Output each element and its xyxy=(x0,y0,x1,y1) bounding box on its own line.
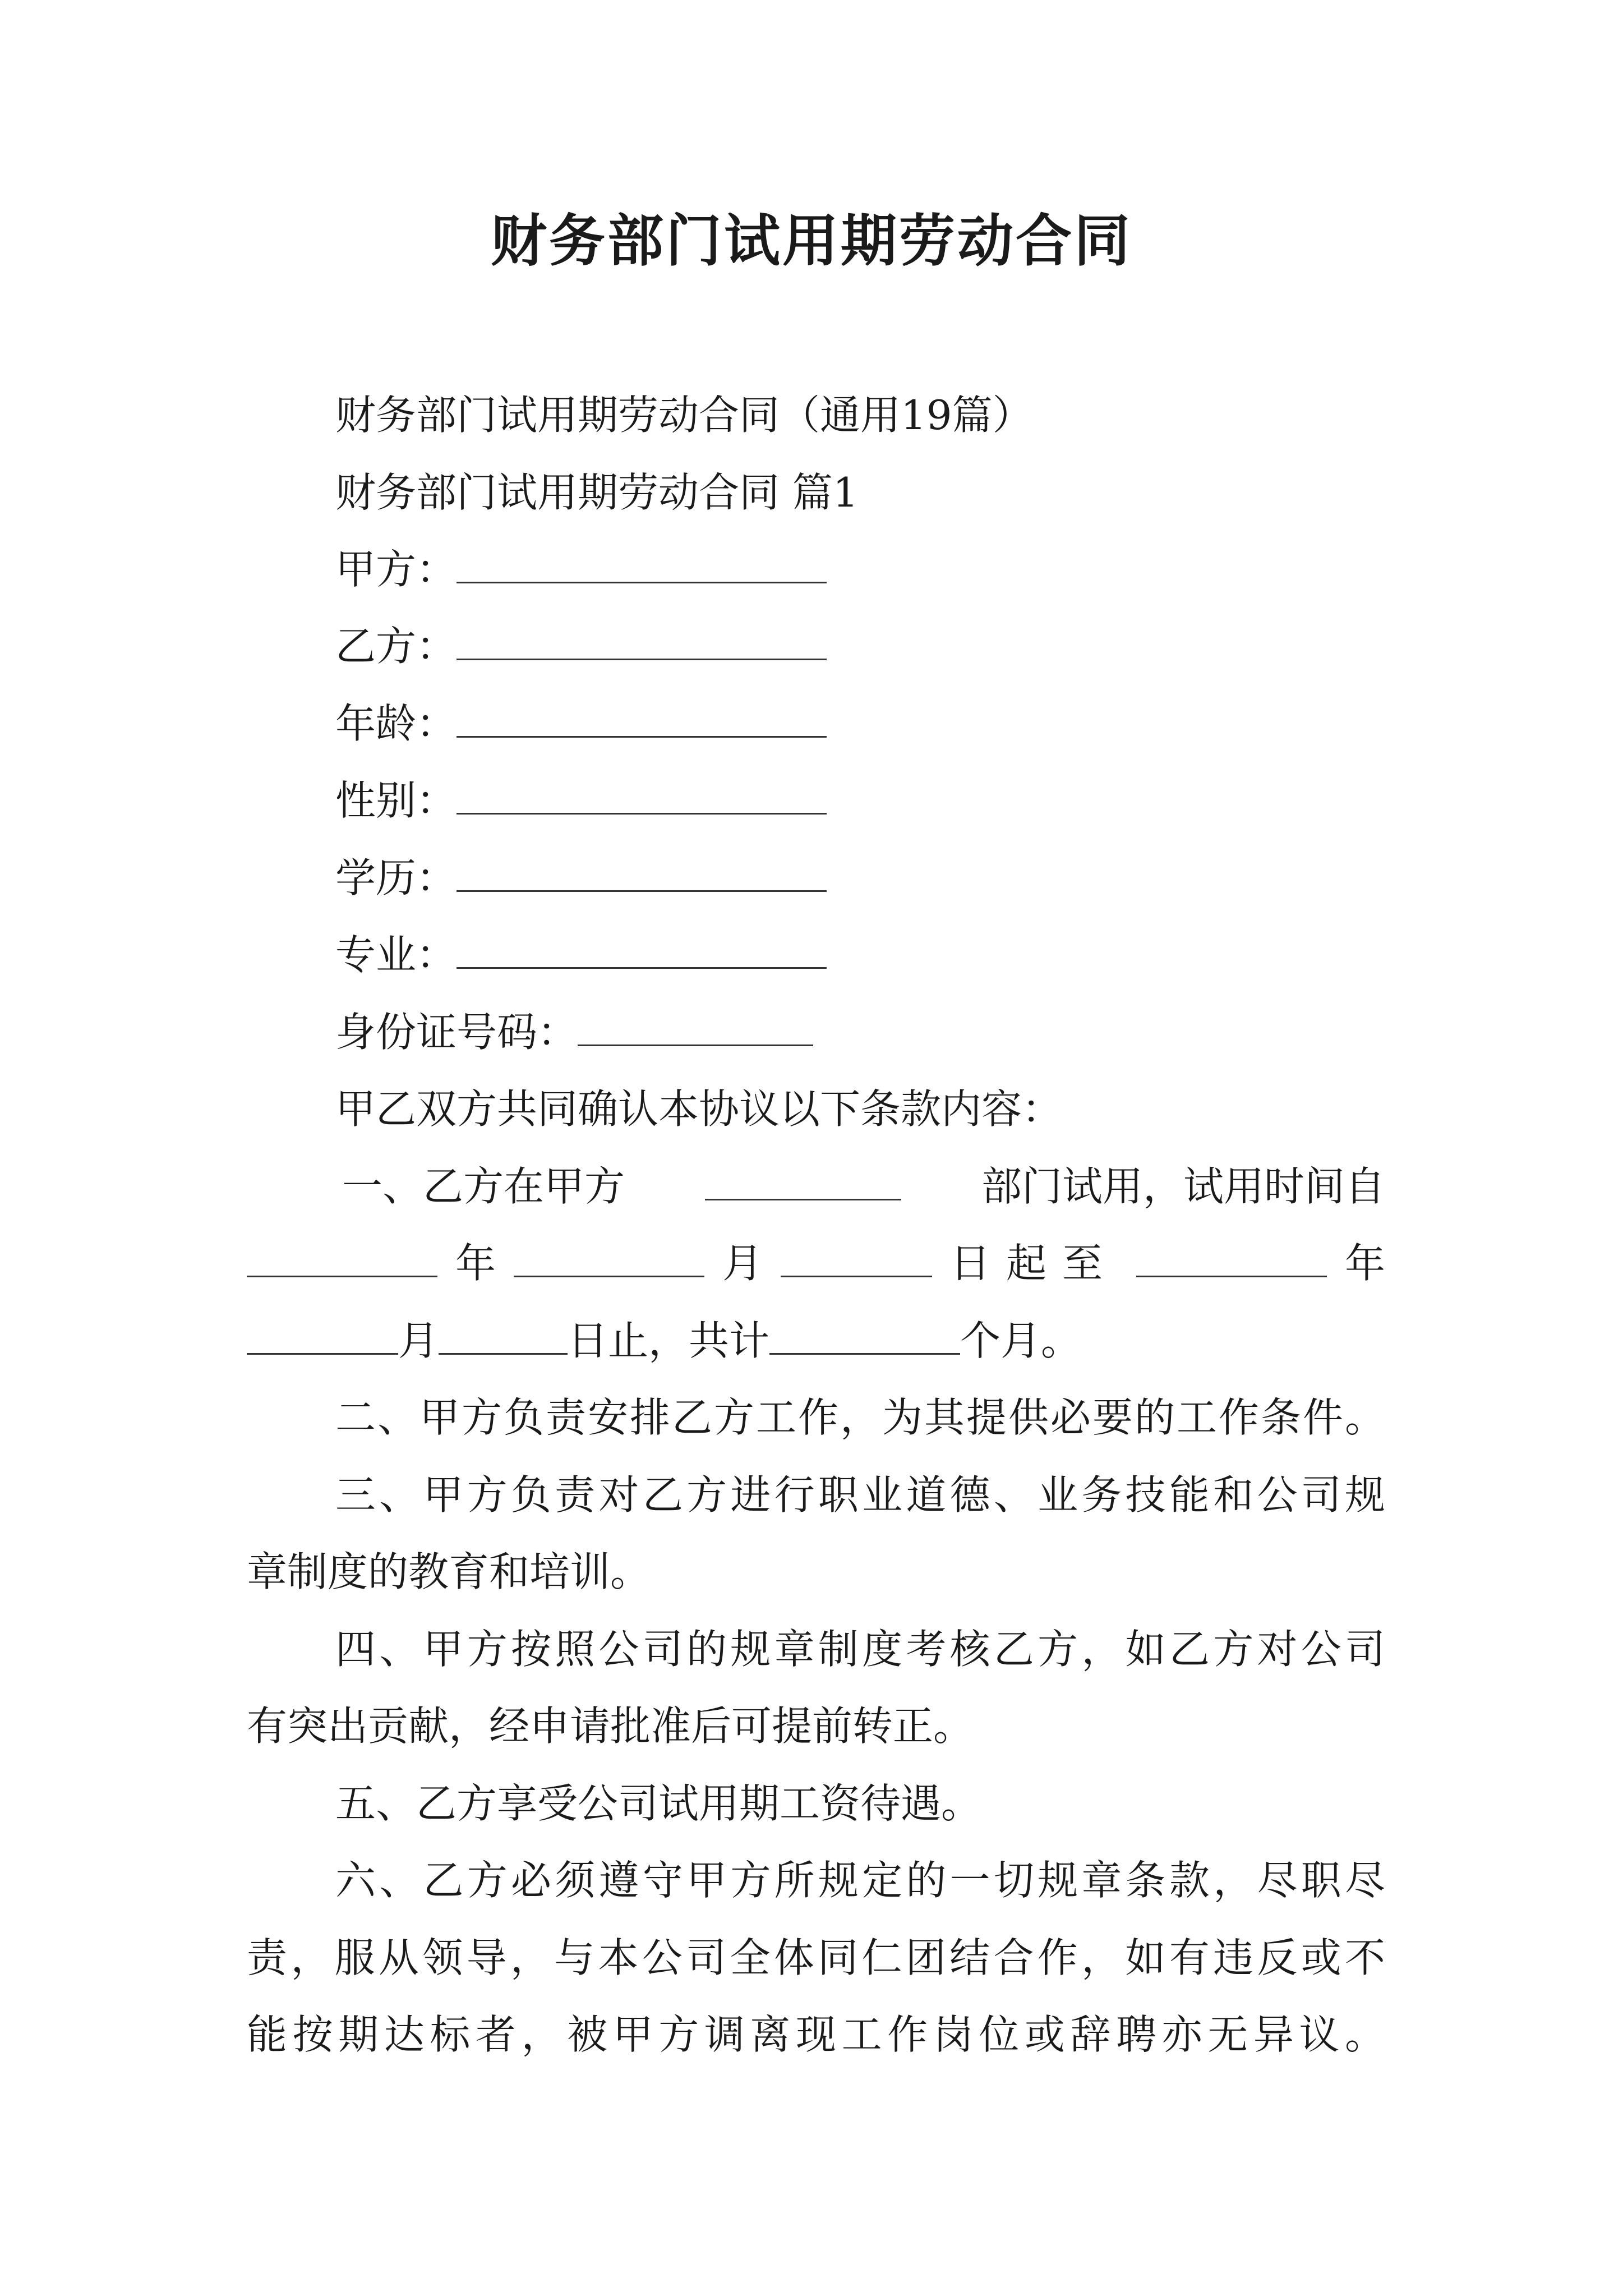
clause-4-line-2: 有突出贡献，经申请批准后可提前转正。 xyxy=(247,1703,974,1750)
clause-3-line-1: 三、甲方负责对乙方进行职业道德、业务技能和公司规 xyxy=(335,1471,1385,1519)
intro-paragraph: 甲乙双方共同确认本协议以下条款内容： xyxy=(335,1085,1063,1133)
clause-1-line-2 xyxy=(247,1235,1385,1291)
clause-6-line-2: 责，服从领导，与本公司全体同仁团结合作，如有违反或不 xyxy=(247,1934,1385,1981)
field-label: 甲方： xyxy=(335,546,457,593)
blank-line xyxy=(247,1242,437,1277)
field-education xyxy=(335,850,827,906)
clause-text: 日起至 xyxy=(949,1240,1118,1287)
clause-6-line-3: 能按期达标者，被甲方调离现工作岗位或辞聘亦无异议。 xyxy=(247,2011,1385,2058)
clause-text: 月 xyxy=(398,1317,439,1364)
clause-1-line-1 xyxy=(342,1158,1385,1214)
clause-text: 一、乙方在甲方 xyxy=(342,1163,625,1210)
clause-3-line-2: 章制度的教育和培训。 xyxy=(247,1548,651,1595)
blank-line xyxy=(578,1011,813,1046)
field-age xyxy=(335,696,827,752)
clause-5: 五、乙方享受公司试用期工资待遇。 xyxy=(335,1780,982,1827)
blank-line xyxy=(769,1319,960,1355)
clause-2: 二、甲方负责安排乙方工作，为其提供必要的工作条件。 xyxy=(335,1394,1385,1441)
field-label: 学历： xyxy=(335,854,457,901)
section-heading: 财务部门试用期劳动合同 篇1 xyxy=(335,469,859,516)
blank-line xyxy=(1136,1242,1327,1277)
blank-line xyxy=(247,1319,398,1355)
blank-line xyxy=(457,702,827,738)
clause-text: 年 xyxy=(455,1240,496,1287)
blank-line xyxy=(514,1242,704,1277)
field-label: 身份证号码： xyxy=(335,1009,578,1056)
clause-text: 年 xyxy=(1344,1240,1385,1287)
field-label: 年龄： xyxy=(335,700,457,747)
blank-line xyxy=(457,625,827,660)
clause-text: 月 xyxy=(722,1240,763,1287)
field-label: 乙方： xyxy=(335,623,457,670)
field-label: 专业： xyxy=(335,931,457,978)
clause-6-line-1: 六、乙方必须遵守甲方所规定的一切规章条款，尽职尽 xyxy=(335,1857,1385,1904)
field-label: 性别： xyxy=(335,777,457,824)
blank-line xyxy=(457,779,827,815)
blank-line xyxy=(439,1319,568,1355)
blank-line xyxy=(457,548,827,583)
clause-4-line-1: 四、甲方按照公司的规章制度考核乙方，如乙方对公司 xyxy=(335,1626,1385,1673)
document-title: 财务部门试用期劳动合同 xyxy=(491,208,1132,274)
clause-text: 日止，共计 xyxy=(568,1317,770,1364)
blank-line xyxy=(457,857,827,892)
field-party-a xyxy=(335,541,827,597)
field-party-b xyxy=(335,618,827,674)
field-major xyxy=(335,927,827,983)
clause-text: 部门试用，试用时间自 xyxy=(981,1163,1385,1210)
blank-line xyxy=(705,1165,901,1200)
subtitle: 财务部门试用期劳动合同（通用19篇） xyxy=(335,392,1033,439)
clause-1-line-3 xyxy=(247,1313,1081,1369)
blank-line xyxy=(781,1242,932,1277)
field-id-number xyxy=(335,1004,813,1060)
blank-line xyxy=(457,933,827,969)
field-gender xyxy=(335,772,827,829)
clause-text: 个月。 xyxy=(960,1317,1082,1364)
